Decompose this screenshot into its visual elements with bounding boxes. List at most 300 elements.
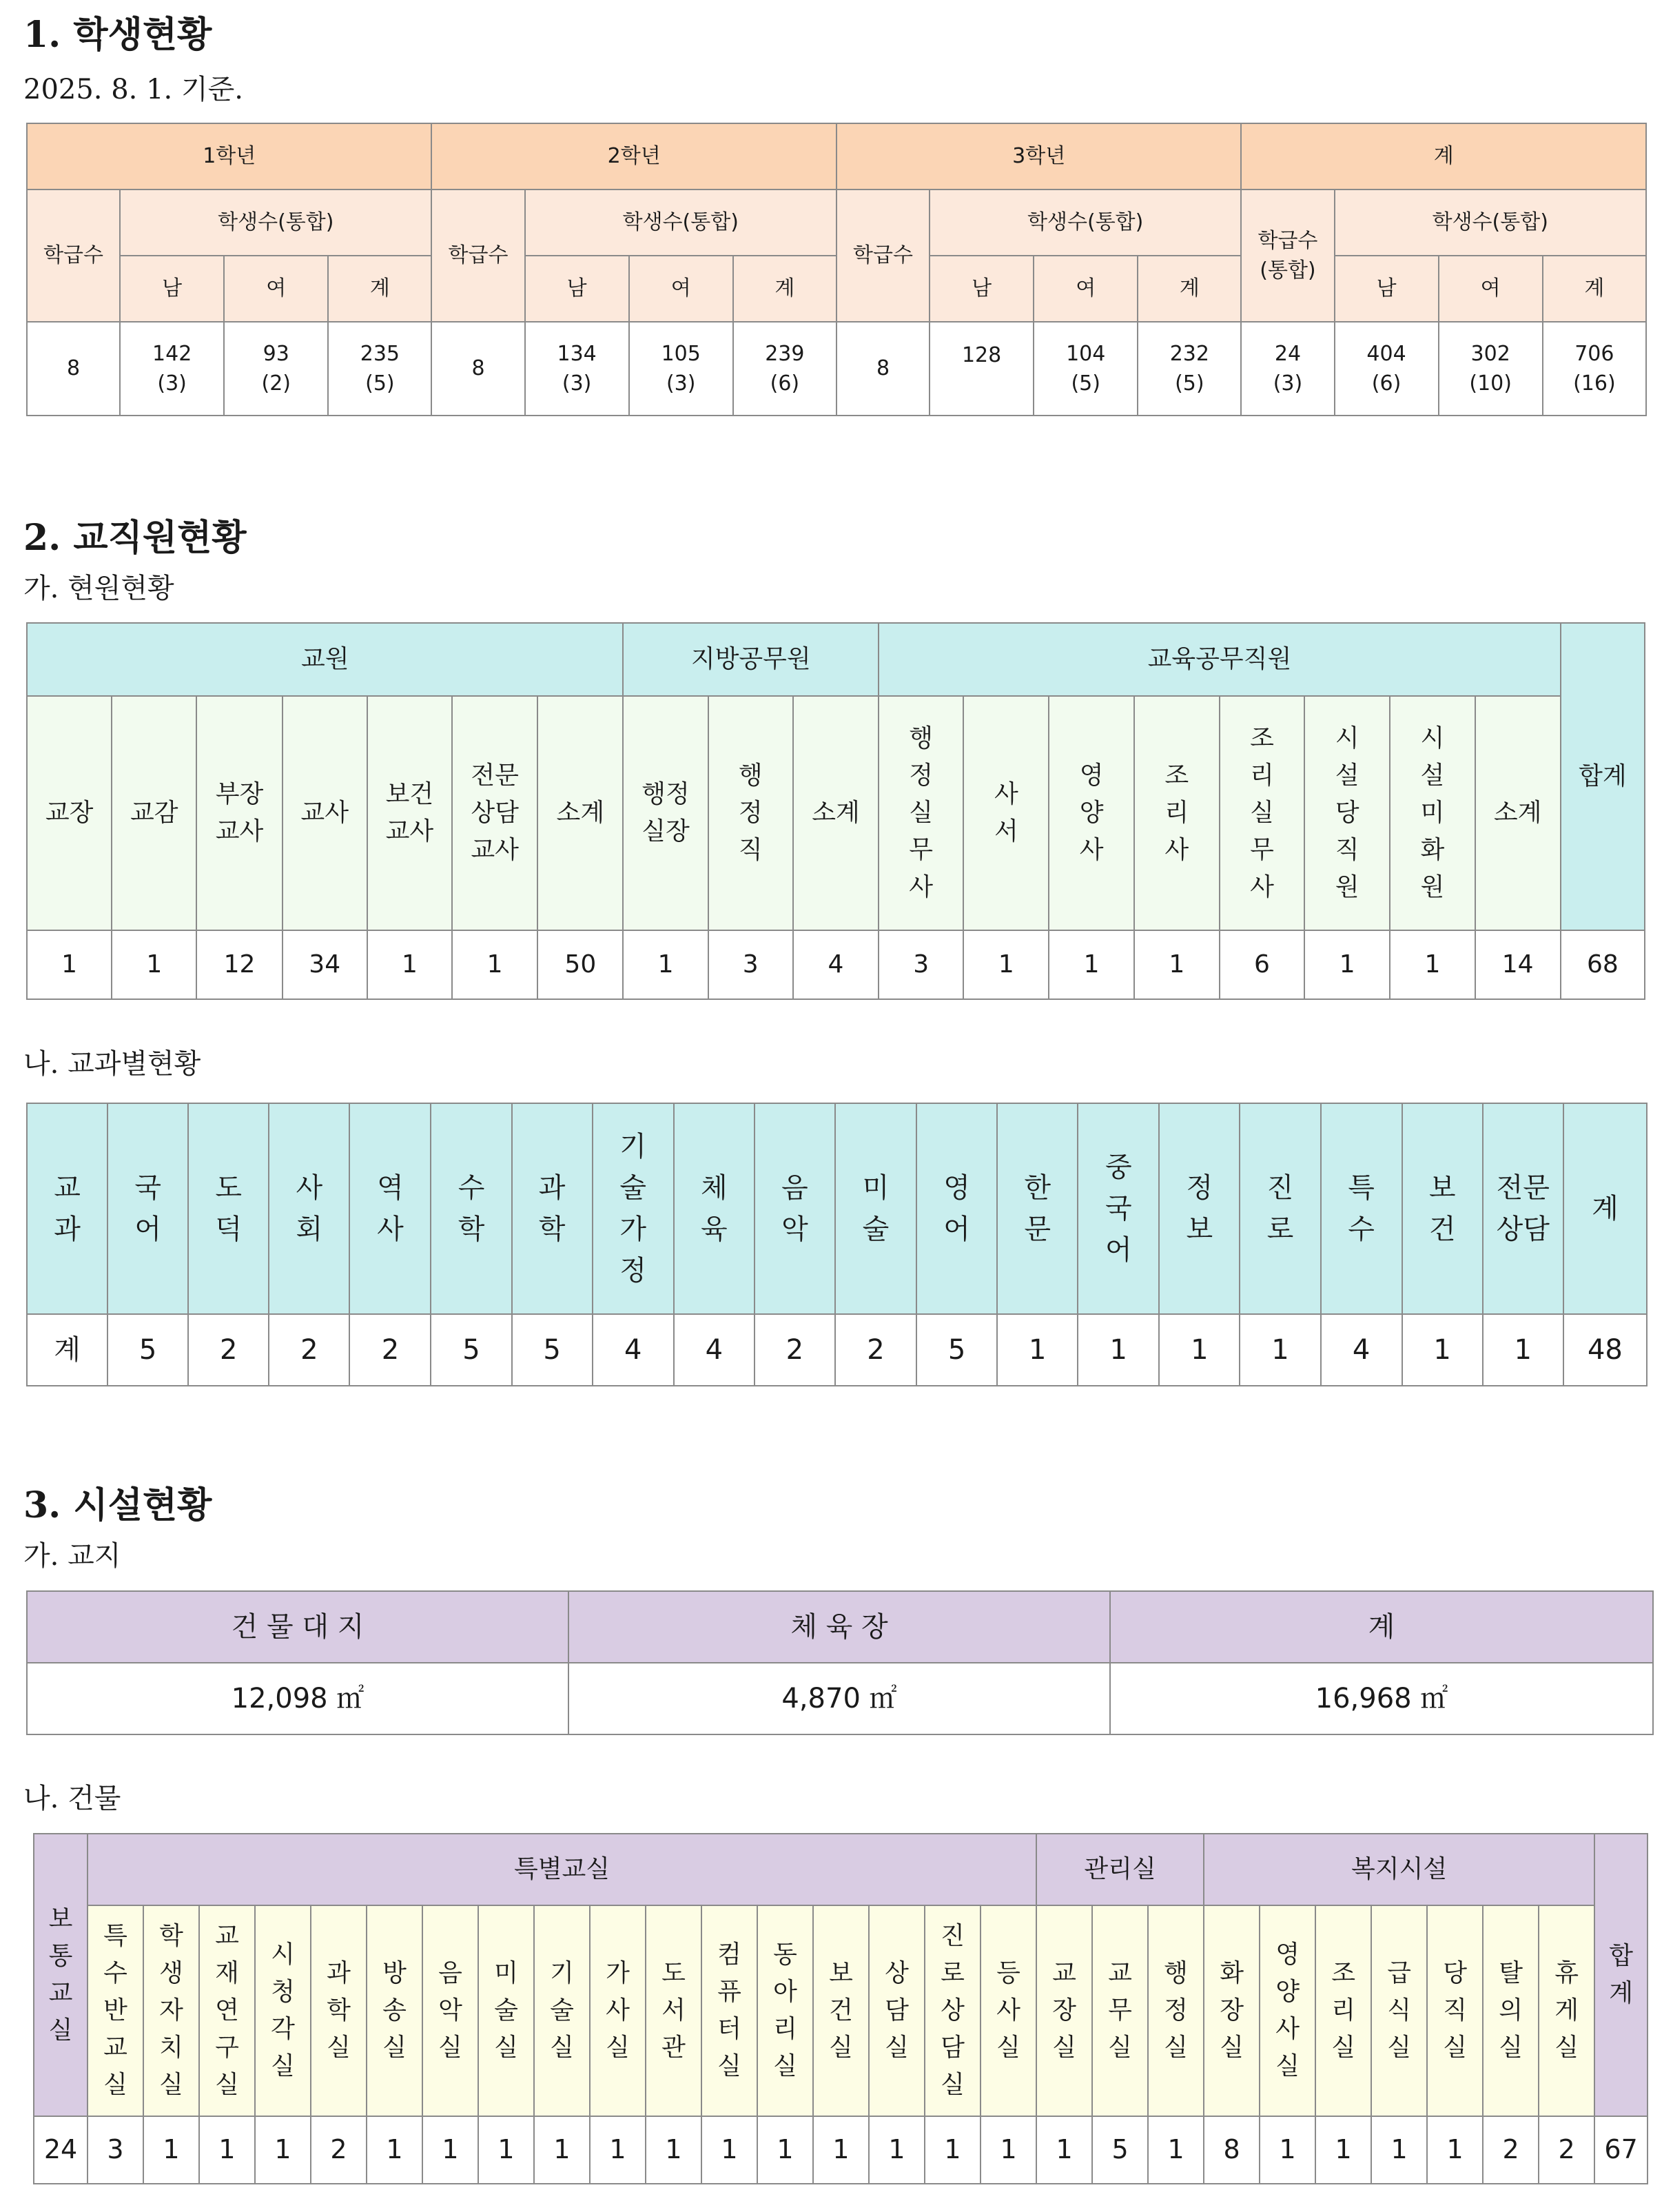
room-col <box>1539 1905 1594 2116</box>
room-col <box>1371 1905 1427 2116</box>
col-header <box>112 696 196 930</box>
cell: 1 <box>757 2116 813 2184</box>
subject-table <box>26 1103 1648 1386</box>
grade-total-header: 계 <box>1241 123 1646 190</box>
sub-value: (2) <box>261 371 291 396</box>
cell: 34 <box>283 930 367 999</box>
col-header <box>27 696 112 930</box>
land-table <box>26 1590 1654 1735</box>
col-header <box>1049 696 1133 930</box>
col-header <box>1390 696 1475 930</box>
room-label: 등사실 <box>996 1959 1020 2062</box>
female-header: 여 <box>1439 256 1543 322</box>
subject-label: 중국어 <box>1105 1151 1132 1266</box>
cell: 2 <box>835 1314 916 1386</box>
room-label: 보건실 <box>829 1959 853 2062</box>
building-data-row <box>34 2116 1648 2184</box>
col-label: 영양사 <box>1079 761 1104 864</box>
grade-2-total <box>733 322 836 416</box>
cell: 1 <box>1390 930 1475 999</box>
subject-col <box>512 1103 593 1314</box>
class-count-total-line1: 학급수 <box>1258 228 1318 253</box>
subject-label: 과학 <box>538 1172 566 1245</box>
sub-value: (5) <box>1071 371 1100 396</box>
col-label: 행정실장 <box>642 780 690 846</box>
section3-title: 3. 시설현황 <box>23 1484 212 1526</box>
sub-value: (16) <box>1573 371 1616 396</box>
col-label: 교사 <box>300 798 349 827</box>
cell: 1 <box>143 2116 199 2184</box>
room-label: 특수반교실 <box>103 1922 127 2099</box>
subject-col <box>269 1103 349 1314</box>
staff-total-value: 68 <box>1561 930 1645 999</box>
group-welfare: 복지시설 <box>1204 1834 1594 1905</box>
room-col <box>925 1905 981 2116</box>
sub-value: (6) <box>1371 371 1402 396</box>
subject-col <box>1321 1103 1402 1314</box>
students-header: 학생수(통합) <box>1335 190 1647 256</box>
col-label: 조리사 <box>1164 761 1189 864</box>
grade-3-classes: 8 <box>836 322 930 416</box>
grade-1-male <box>120 322 224 416</box>
room-col <box>199 1905 255 2116</box>
total-header: 계 <box>733 256 836 322</box>
col-label: 보건교사 <box>385 780 434 846</box>
land-data-row <box>27 1663 1653 1734</box>
col-label: 전문상담교사 <box>471 761 519 864</box>
room-label: 동아리실 <box>773 1940 797 2080</box>
col-label: 사서 <box>994 780 1018 846</box>
cell: 5 <box>916 1314 997 1386</box>
class-count-header: 학급수 <box>27 190 120 322</box>
section1-date: 2025. 8. 1. 기준. <box>23 74 243 105</box>
col-header <box>1304 696 1390 930</box>
sub-value: (3) <box>666 371 696 396</box>
male-header: 남 <box>525 256 629 322</box>
cell: 1 <box>534 2116 590 2184</box>
students-header: 학생수(통합) <box>930 190 1241 256</box>
land-header-total: 계 <box>1110 1591 1653 1663</box>
room-label: 교무실 <box>1108 1959 1132 2062</box>
sub-value: (3) <box>157 371 187 396</box>
sub-value: (10) <box>1469 371 1512 396</box>
subject-label: 역사 <box>377 1172 404 1245</box>
cell: 6 <box>1220 930 1304 999</box>
cell: 1 <box>1304 930 1390 999</box>
land-header-building: 건 물 대 지 <box>27 1591 568 1663</box>
col-label: 조리실무사 <box>1250 724 1274 901</box>
cell: 1 <box>422 2116 478 2184</box>
cell: 1 <box>701 2116 757 2184</box>
subject-col <box>593 1103 674 1314</box>
grade-1-header: 1학년 <box>27 123 431 190</box>
cell: 1 <box>1148 2116 1204 2184</box>
cell: 1 <box>367 2116 422 2184</box>
room-col <box>646 1905 701 2116</box>
cell: 1 <box>1371 2116 1427 2184</box>
cell: 2 <box>755 1314 835 1386</box>
cell: 1 <box>1049 930 1133 999</box>
room-col <box>981 1905 1036 2116</box>
subject-label: 영어 <box>943 1172 970 1245</box>
subject-label: 도덕 <box>215 1172 243 1245</box>
subject-label: 기술가정 <box>619 1131 647 1287</box>
grade-2-male <box>525 322 629 416</box>
room-label: 탈의실 <box>1499 1959 1523 2062</box>
col-label: 시설당직원 <box>1335 724 1359 901</box>
male-header: 남 <box>930 256 1034 322</box>
total-classes <box>1241 322 1334 416</box>
subject-col <box>1563 1103 1647 1314</box>
cell: 5 <box>431 1314 511 1386</box>
col-label: 소계 <box>812 798 860 827</box>
col-label: 교장 <box>45 798 94 827</box>
value: 235 <box>360 341 400 366</box>
cell: 50 <box>537 930 623 999</box>
group-special-rooms: 특별교실 <box>88 1834 1036 1905</box>
class-count-total-header <box>1241 190 1334 322</box>
section2-title: 2. 교직원현황 <box>23 517 247 559</box>
room-label: 시청각실 <box>271 1940 295 2080</box>
cell: 3 <box>879 930 963 999</box>
cell: 2 <box>1483 2116 1539 2184</box>
cell: 5 <box>512 1314 593 1386</box>
cell: 4 <box>593 1314 674 1386</box>
staff-table <box>26 622 1645 1000</box>
room-label: 진로상담실 <box>941 1922 965 2099</box>
subject-col <box>431 1103 511 1314</box>
grade-3-female <box>1034 322 1138 416</box>
cell: 4 <box>793 930 879 999</box>
section2-sub-a: 가. 현원현황 <box>23 573 174 604</box>
total-header: 계 <box>1543 256 1646 322</box>
room-label: 상담실 <box>885 1959 909 2062</box>
grade-3-male <box>930 322 1034 416</box>
room-label: 행정실 <box>1164 1959 1188 2062</box>
col-header <box>452 696 537 930</box>
cell: 1 <box>1427 2116 1483 2184</box>
total-header: 계 <box>1138 256 1241 322</box>
col-header <box>963 696 1049 930</box>
room-label: 과학실 <box>327 1959 351 2062</box>
col-header <box>1475 696 1561 930</box>
section1-title: 1. 학생현황 <box>23 14 212 56</box>
students-header: 학생수(통합) <box>525 190 836 256</box>
room-col <box>255 1905 311 2116</box>
female-header: 여 <box>629 256 733 322</box>
cell: 2 <box>311 2116 367 2184</box>
section2-sub-b: 나. 교과별현황 <box>23 1048 201 1080</box>
grade-2-header: 2학년 <box>431 123 836 190</box>
cell: 1 <box>1260 2116 1315 2184</box>
group-teachers: 교원 <box>27 623 623 696</box>
value: 142 <box>152 341 192 366</box>
value: 134 <box>557 341 597 366</box>
cell: 48 <box>1563 1314 1647 1386</box>
subject-label: 정보 <box>1186 1172 1213 1245</box>
room-label: 음악실 <box>438 1959 462 2062</box>
grade-1-total <box>328 322 431 416</box>
normal-room-header <box>34 1834 88 2116</box>
male-header: 남 <box>120 256 224 322</box>
cell: 1 <box>452 930 537 999</box>
subject-col <box>1078 1103 1159 1314</box>
cell: 5 <box>1092 2116 1148 2184</box>
grade-2-female <box>629 322 733 416</box>
grade-1-female <box>224 322 328 416</box>
room-col <box>143 1905 199 2116</box>
value: 93 <box>263 341 289 366</box>
land-gym-value: 4,870 ㎡ <box>568 1663 1110 1734</box>
room-col <box>1148 1905 1204 2116</box>
section3-sub-a: 가. 교지 <box>23 1540 121 1572</box>
cell: 2 <box>1539 2116 1594 2184</box>
cell: 12 <box>196 930 282 999</box>
cell: 1 <box>1078 1314 1159 1386</box>
col-header <box>537 696 623 930</box>
col-label: 부장교사 <box>215 780 264 846</box>
value: 104 <box>1066 341 1106 366</box>
subject-col <box>674 1103 755 1314</box>
room-label: 화장실 <box>1220 1959 1244 2062</box>
subject-col <box>997 1103 1078 1314</box>
cell: 1 <box>199 2116 255 2184</box>
section3-sub-b: 나. 건물 <box>23 1783 121 1814</box>
room-col <box>813 1905 869 2116</box>
col-header <box>1134 696 1220 930</box>
col-header <box>1220 696 1304 930</box>
room-col <box>311 1905 367 2116</box>
cell: 1 <box>1402 1314 1483 1386</box>
subject-label: 계 <box>1592 1193 1619 1225</box>
building-total-header <box>1594 1834 1648 2116</box>
room-label: 교재연구실 <box>215 1922 239 2099</box>
subject-col <box>916 1103 997 1314</box>
sub-value: (6) <box>770 371 800 396</box>
staff-total-header: 합계 <box>1561 623 1645 930</box>
room-col <box>590 1905 646 2116</box>
room-col <box>1036 1905 1092 2116</box>
student-table <box>26 123 1647 416</box>
cell: 1 <box>869 2116 925 2184</box>
class-count-header: 학급수 <box>836 190 930 322</box>
cell: 1 <box>1483 1314 1563 1386</box>
cell: 1 <box>112 930 196 999</box>
cell: 1 <box>590 2116 646 2184</box>
room-col <box>757 1905 813 2116</box>
subject-label: 보건 <box>1428 1172 1456 1245</box>
cell: 1 <box>1315 2116 1371 2184</box>
sub-value: (5) <box>365 371 395 396</box>
cell: 1 <box>1240 1314 1320 1386</box>
cell: 2 <box>349 1314 431 1386</box>
col-label: 소계 <box>556 798 605 827</box>
col-label: 시설미화원 <box>1420 724 1445 901</box>
normal-room-value: 24 <box>34 2116 88 2184</box>
class-count-total-line2: (통합) <box>1260 258 1316 283</box>
subject-header <box>27 1103 107 1314</box>
group-local-officials: 지방공무원 <box>623 623 879 696</box>
subject-col <box>349 1103 431 1314</box>
room-col <box>869 1905 925 2116</box>
room-label: 교장실 <box>1052 1959 1076 2062</box>
room-col <box>1092 1905 1148 2116</box>
room-col <box>1260 1905 1315 2116</box>
value: 105 <box>661 341 701 366</box>
female-header: 여 <box>224 256 328 322</box>
subject-label: 특수 <box>1348 1172 1375 1245</box>
room-col <box>1315 1905 1371 2116</box>
staff-data-row <box>27 930 1645 999</box>
subject-col <box>835 1103 916 1314</box>
room-col <box>1483 1905 1539 2116</box>
land-header-gym: 체 육 장 <box>568 1591 1110 1663</box>
cell: 1 <box>1036 2116 1092 2184</box>
room-label: 급식실 <box>1387 1959 1411 2062</box>
row-label: 계 <box>27 1314 107 1386</box>
cell: 2 <box>188 1314 269 1386</box>
subject-col <box>1483 1103 1563 1314</box>
cell: 1 <box>997 1314 1078 1386</box>
sub-value: (3) <box>562 371 592 396</box>
cell: 2 <box>269 1314 349 1386</box>
col-header <box>283 696 367 930</box>
col-header <box>708 696 793 930</box>
subject-label: 사회 <box>296 1172 323 1245</box>
value: 232 <box>1169 341 1209 366</box>
room-label: 미술실 <box>494 1959 518 2062</box>
room-label: 영양사실 <box>1275 1940 1300 2080</box>
students-header: 학생수(통합) <box>120 190 431 256</box>
total-male <box>1335 322 1439 416</box>
cell: 1 <box>1134 930 1220 999</box>
cell: 5 <box>107 1314 188 1386</box>
subject-col <box>1159 1103 1240 1314</box>
sub-value: (3) <box>1273 371 1303 396</box>
total-total <box>1543 322 1646 416</box>
room-col <box>88 1905 143 2116</box>
room-col <box>422 1905 478 2116</box>
cell: 1 <box>478 2116 534 2184</box>
land-total-value: 16,968 ㎡ <box>1110 1663 1653 1734</box>
room-col <box>534 1905 590 2116</box>
female-header: 여 <box>1034 256 1138 322</box>
col-header <box>879 696 963 930</box>
cell: 1 <box>963 930 1049 999</box>
room-label: 방송실 <box>382 1959 407 2062</box>
room-col <box>367 1905 422 2116</box>
value: 239 <box>765 341 805 366</box>
land-building-value: 12,098 ㎡ <box>27 1663 568 1734</box>
col-header <box>623 696 708 930</box>
room-col <box>1427 1905 1483 2116</box>
subject-label: 수학 <box>458 1172 485 1245</box>
subject-label: 국어 <box>134 1172 161 1245</box>
room-label: 컴퓨터실 <box>717 1940 741 2080</box>
grade-3-header: 3학년 <box>836 123 1241 190</box>
subject-col <box>1240 1103 1320 1314</box>
room-label: 기술실 <box>550 1959 574 2062</box>
col-header <box>196 696 282 930</box>
cell: 1 <box>646 2116 701 2184</box>
cell: 1 <box>367 930 452 999</box>
group-edu-staff: 교육공무직원 <box>879 623 1561 696</box>
value: 302 <box>1470 341 1510 366</box>
group-admin-rooms: 관리실 <box>1036 1834 1204 1905</box>
grade-2-classes: 8 <box>431 322 524 416</box>
subject-label: 전문상담 <box>1496 1172 1550 1245</box>
cell: 1 <box>255 2116 311 2184</box>
room-label: 가사실 <box>606 1959 630 2062</box>
grade-1-classes: 8 <box>27 322 120 416</box>
grade-3-total <box>1138 322 1241 416</box>
subject-data-row <box>27 1314 1647 1386</box>
cell: 1 <box>981 2116 1036 2184</box>
class-count-header: 학급수 <box>431 190 524 322</box>
subject-header-label: 교과 <box>54 1172 81 1245</box>
value: 24 <box>1274 341 1302 366</box>
room-col <box>1204 1905 1260 2116</box>
cell: 1 <box>925 2116 981 2184</box>
subject-label: 미술 <box>862 1172 890 1245</box>
cell: 1 <box>813 2116 869 2184</box>
subject-col <box>755 1103 835 1314</box>
cell: 4 <box>674 1314 755 1386</box>
cell: 8 <box>1204 2116 1260 2184</box>
subject-label: 음악 <box>781 1172 808 1245</box>
col-header <box>793 696 879 930</box>
cell: 14 <box>1475 930 1561 999</box>
room-label: 조리실 <box>1331 1959 1355 2062</box>
col-label: 행정직 <box>738 761 763 864</box>
col-header <box>367 696 452 930</box>
col-label: 행정실무사 <box>909 724 934 901</box>
room-col <box>701 1905 757 2116</box>
value: 128 <box>961 343 1002 367</box>
room-col <box>478 1905 534 2116</box>
total-female <box>1439 322 1543 416</box>
subject-label: 한문 <box>1024 1172 1051 1245</box>
room-label: 학생자치실 <box>159 1922 183 2099</box>
value: 404 <box>1366 341 1406 366</box>
room-label: 도서관 <box>661 1959 686 2062</box>
cell: 1 <box>27 930 112 999</box>
subject-label: 체육 <box>700 1172 728 1245</box>
cell: 4 <box>1321 1314 1402 1386</box>
cell: 3 <box>88 2116 143 2184</box>
building-total-value: 67 <box>1594 2116 1648 2184</box>
student-data-row <box>27 322 1646 416</box>
subject-label: 진로 <box>1266 1172 1294 1245</box>
building-total-label: 합계 <box>1609 1942 1633 2007</box>
sub-value: (5) <box>1175 371 1204 396</box>
cell: 1 <box>623 930 708 999</box>
total-header: 계 <box>328 256 431 322</box>
cell: 1 <box>1159 1314 1240 1386</box>
subject-col <box>107 1103 188 1314</box>
subject-col <box>188 1103 269 1314</box>
col-label: 소계 <box>1493 798 1542 827</box>
cell: 3 <box>708 930 793 999</box>
col-label: 교감 <box>130 798 178 827</box>
value: 706 <box>1574 341 1614 366</box>
building-table <box>33 1833 1648 2184</box>
normal-room-label: 보통교실 <box>48 1905 73 2045</box>
male-header: 남 <box>1335 256 1439 322</box>
room-label: 당직실 <box>1443 1959 1467 2062</box>
room-label: 휴게실 <box>1554 1959 1579 2062</box>
subject-col <box>1402 1103 1483 1314</box>
